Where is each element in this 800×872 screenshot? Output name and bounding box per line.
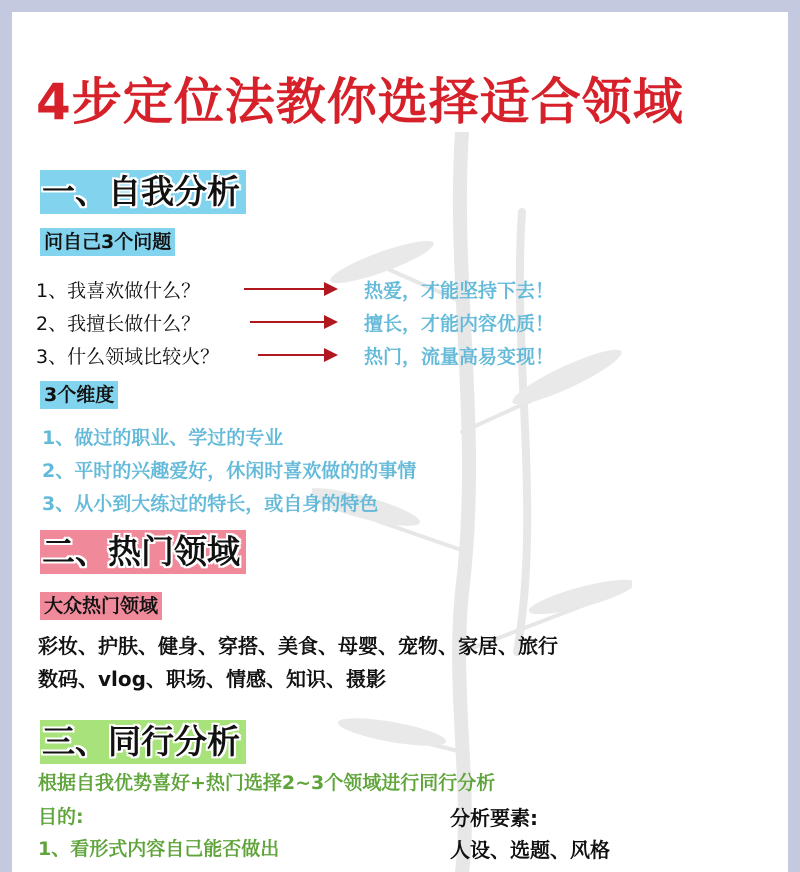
arrow-icon — [258, 354, 336, 356]
factors-item: 人设、选题、风格 — [450, 838, 610, 862]
section-heading-hot-fields: 二、热门领域 — [40, 530, 246, 574]
answer-1: 热爱，才能坚持下去！ — [364, 280, 555, 302]
sub-heading-dimensions: 3个维度 — [40, 381, 118, 409]
dimension-3: 3、从小到大练过的特长，或自身的特色 — [42, 493, 379, 515]
sub-heading-three-questions: 问自己3个问题 — [40, 228, 175, 256]
purpose-label: 目的: — [38, 806, 84, 828]
question-3: 3、什么领域比较火？ — [36, 346, 220, 368]
answer-3: 热门，流量高易变现！ — [364, 346, 555, 368]
infographic-card — [12, 12, 788, 872]
section-heading-peer-analysis: 三、同行分析 — [40, 720, 246, 764]
sub-heading-popular-fields: 大众热门领域 — [40, 592, 162, 620]
question-2: 2、我擅长做什么？ — [36, 313, 201, 335]
answer-2: 擅长，才能内容优质！ — [364, 313, 555, 335]
popular-fields-line-2: 数码、vlog、职场、情感、知识、摄影 — [38, 667, 386, 691]
section-heading-self-analysis: 一、自我分析 — [40, 170, 246, 214]
dimension-1: 1、做过的职业、学过的专业 — [42, 427, 284, 449]
dimension-2: 2、平时的兴趣爱好，休闲时喜欢做的的事情 — [42, 460, 417, 482]
popular-fields-line-1: 彩妆、护肤、健身、穿搭、美食、母婴、宠物、家居、旅行 — [38, 634, 558, 658]
question-1: 1、我喜欢做什么？ — [36, 280, 201, 302]
peer-analysis-intro: 根据自我优势喜好+热门选择2~3个领域进行同行分析 — [38, 772, 496, 794]
purpose-item-1: 1、看形式内容自己能否做出 — [38, 838, 280, 860]
factors-label: 分析要素: — [450, 806, 538, 830]
page-title: 4步定位法教你选择适合领域 — [36, 73, 684, 131]
arrow-icon — [250, 321, 336, 323]
arrow-icon — [244, 288, 336, 290]
